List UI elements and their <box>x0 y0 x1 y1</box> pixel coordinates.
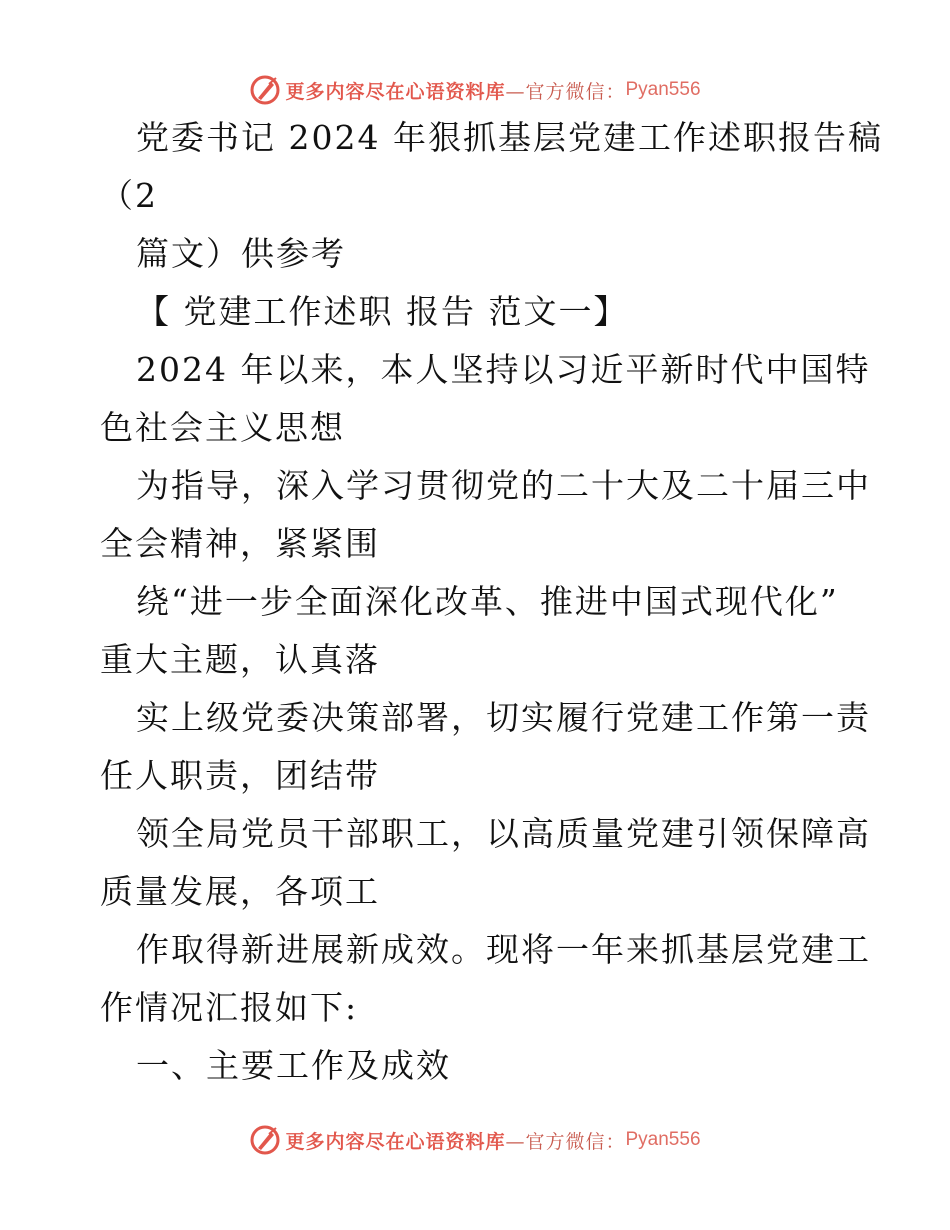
subheading-main-work: 一、主要工作及成效 <box>136 1046 451 1085</box>
watermark-wechat-id: Pyan556 <box>625 79 701 100</box>
body-line: 色社会主义思想 <box>100 408 345 447</box>
watermark-tail-text: —官方微信： <box>505 80 626 103</box>
body-line: 质量发展，各项工 <box>100 872 380 911</box>
footer-watermark <box>0 1120 950 1160</box>
watermark-wechat-id: Pyan556 <box>625 1129 701 1150</box>
body-line: 重大主题，认真落 <box>100 640 380 679</box>
quill-logo-icon <box>249 1124 281 1156</box>
header-watermark <box>0 70 950 110</box>
body-line: 作取得新进展新成效。现将一年来抓基层党建工 <box>136 930 871 969</box>
title-line-2: （2 <box>100 176 158 215</box>
title-line-1: 党委书记 2024 年狠抓基层党建工作述职报告稿 <box>136 118 883 157</box>
section-heading: 【 党建工作述职 报告 范文一】 <box>136 292 629 331</box>
body-line: 全会精神，紧紧围 <box>100 524 380 563</box>
body-line: 绕“进一步全面深化改革、推进中国式现代化” <box>136 582 839 621</box>
document-body <box>100 118 883 1107</box>
watermark-tail-text: —官方微信： <box>505 1130 626 1153</box>
body-line: 任人职责，团结带 <box>100 756 380 795</box>
title-line-3: 篇文）供参考 <box>136 234 346 273</box>
body-line: 实上级党委决策部署，切实履行党建工作第一责 <box>136 698 871 737</box>
body-line: 领全局党员干部职工，以高质量党建引领保障高 <box>136 814 871 853</box>
quill-logo-icon <box>249 74 281 106</box>
watermark-lead-text: 更多内容尽在心语资料库 <box>285 80 506 103</box>
body-line: 为指导，深入学习贯彻党的二十大及二十届三中 <box>136 466 871 505</box>
watermark-lead-text: 更多内容尽在心语资料库 <box>285 1130 506 1153</box>
body-line: 2024 年以来，本人坚持以习近平新时代中国特 <box>136 350 871 389</box>
body-line: 作情况汇报如下: <box>100 988 359 1027</box>
